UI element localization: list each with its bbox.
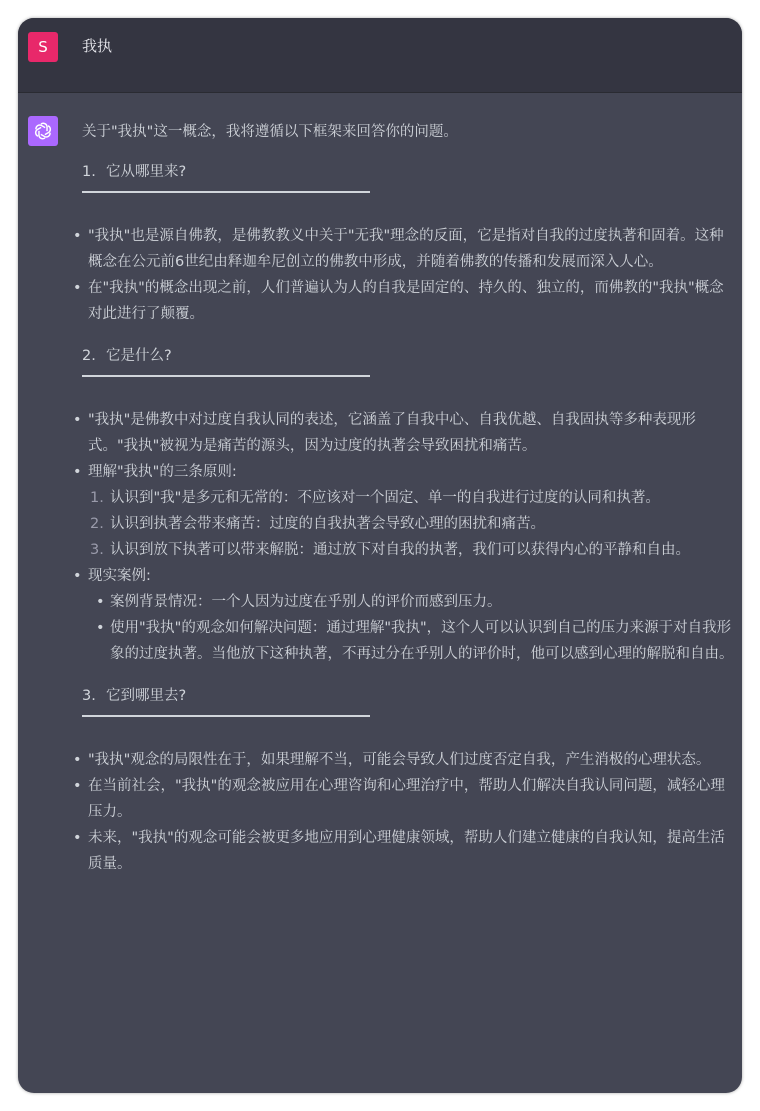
section-heading-2 <box>70 341 736 371</box>
section-divider <box>82 191 370 193</box>
user-message-text: 我执 <box>82 37 113 55</box>
section-number: 1. <box>82 164 96 180</box>
section-heading-3 <box>70 681 736 711</box>
list-item: • "我执"观念的局限性在于，如果理解不当，可能会导致人们过度否定自我，产生消极的心理状态。 <box>70 747 736 773</box>
assistant-intro: 关于"我执"这一概念，我将遵循以下框架来回答你的问题。 <box>82 124 458 140</box>
section-1-list <box>70 223 736 327</box>
principle-item <box>88 485 736 511</box>
list-item: • 在"我执"的概念出现之前，人们普遍认为人的自我是固定的、持久的、独立的，而佛教的"我执"概念对此进行了颠覆。 <box>70 275 736 327</box>
section-title: 它到哪里去? <box>106 688 187 704</box>
openai-logo-icon <box>32 120 54 142</box>
section-title: 它从哪里来? <box>106 164 187 180</box>
user-avatar: S <box>28 32 58 62</box>
list-item: • 在当前社会，"我执"的观念被应用在心理咨询和心理治疗中，帮助人们解决自我认同问题，减轻心理压力。 <box>70 773 736 825</box>
list-item-text: 现实案例: <box>88 568 151 584</box>
chat-window <box>18 18 742 1093</box>
section-3-list <box>70 747 736 877</box>
principle-number: 1. <box>90 490 104 506</box>
list-item: • 未来，"我执"的观念可能会被更多地应用到心理健康领域，帮助人们建立健康的自我认知，提高生活质量。 <box>70 825 736 877</box>
list-item <box>70 459 736 563</box>
principle-text: 认识到执著会带来痛苦：过度的自我执著会导致心理的困扰和痛苦。 <box>110 516 545 532</box>
principles-list <box>88 485 736 563</box>
principle-item <box>88 511 736 537</box>
principle-text: 认识到放下执著可以带来解脱：通过放下对自我的执著，我们可以获得内心的平静和自由。 <box>110 542 690 558</box>
principle-number: 3. <box>90 542 104 558</box>
section-number: 2. <box>82 348 96 364</box>
section-title: 它是什么? <box>106 348 172 364</box>
section-2-list <box>70 407 736 667</box>
list-item: • "我执"也是源自佛教，是佛教教义中关于"无我"理念的反面，它是指对自我的过度执著和固着。这种概念在公元前6世纪由释迦牟尼创立的佛教中形成，并随着佛教的传播和发展而深入人心。 <box>70 223 736 275</box>
user-message-row <box>18 18 742 93</box>
assistant-message <box>70 119 736 877</box>
case-item: • 案例背景情况：一个人因为过度在乎别人的评价而感到压力。 <box>88 589 736 615</box>
list-item <box>70 563 736 667</box>
principle-number: 2. <box>90 516 104 532</box>
section-heading-1 <box>70 157 736 187</box>
section-number: 3. <box>82 688 96 704</box>
section-divider <box>82 715 370 717</box>
case-list <box>88 589 736 667</box>
assistant-avatar <box>28 116 58 146</box>
list-item: • "我执"是佛教中对过度自我认同的表述，它涵盖了自我中心、自我优越、自我固执等多种表现形式。"我执"被视为是痛苦的源头，因为过度的执著会导致困扰和痛苦。 <box>70 407 736 459</box>
list-item-text: 理解"我执"的三条原则: <box>88 464 237 480</box>
principle-text: 认识到"我"是多元和无常的：不应该对一个固定、单一的自我进行过度的认同和执著。 <box>110 490 660 506</box>
case-item: • 使用"我执"的观念如何解决问题：通过理解"我执"，这个人可以认识到自己的压力来源于对自我形象的过度执著。当他放下这种执著，不再过分在乎别人的评价时，他可以感到心理的解脱和自由。 <box>88 615 736 667</box>
principle-item <box>88 537 736 563</box>
section-divider <box>82 375 370 377</box>
